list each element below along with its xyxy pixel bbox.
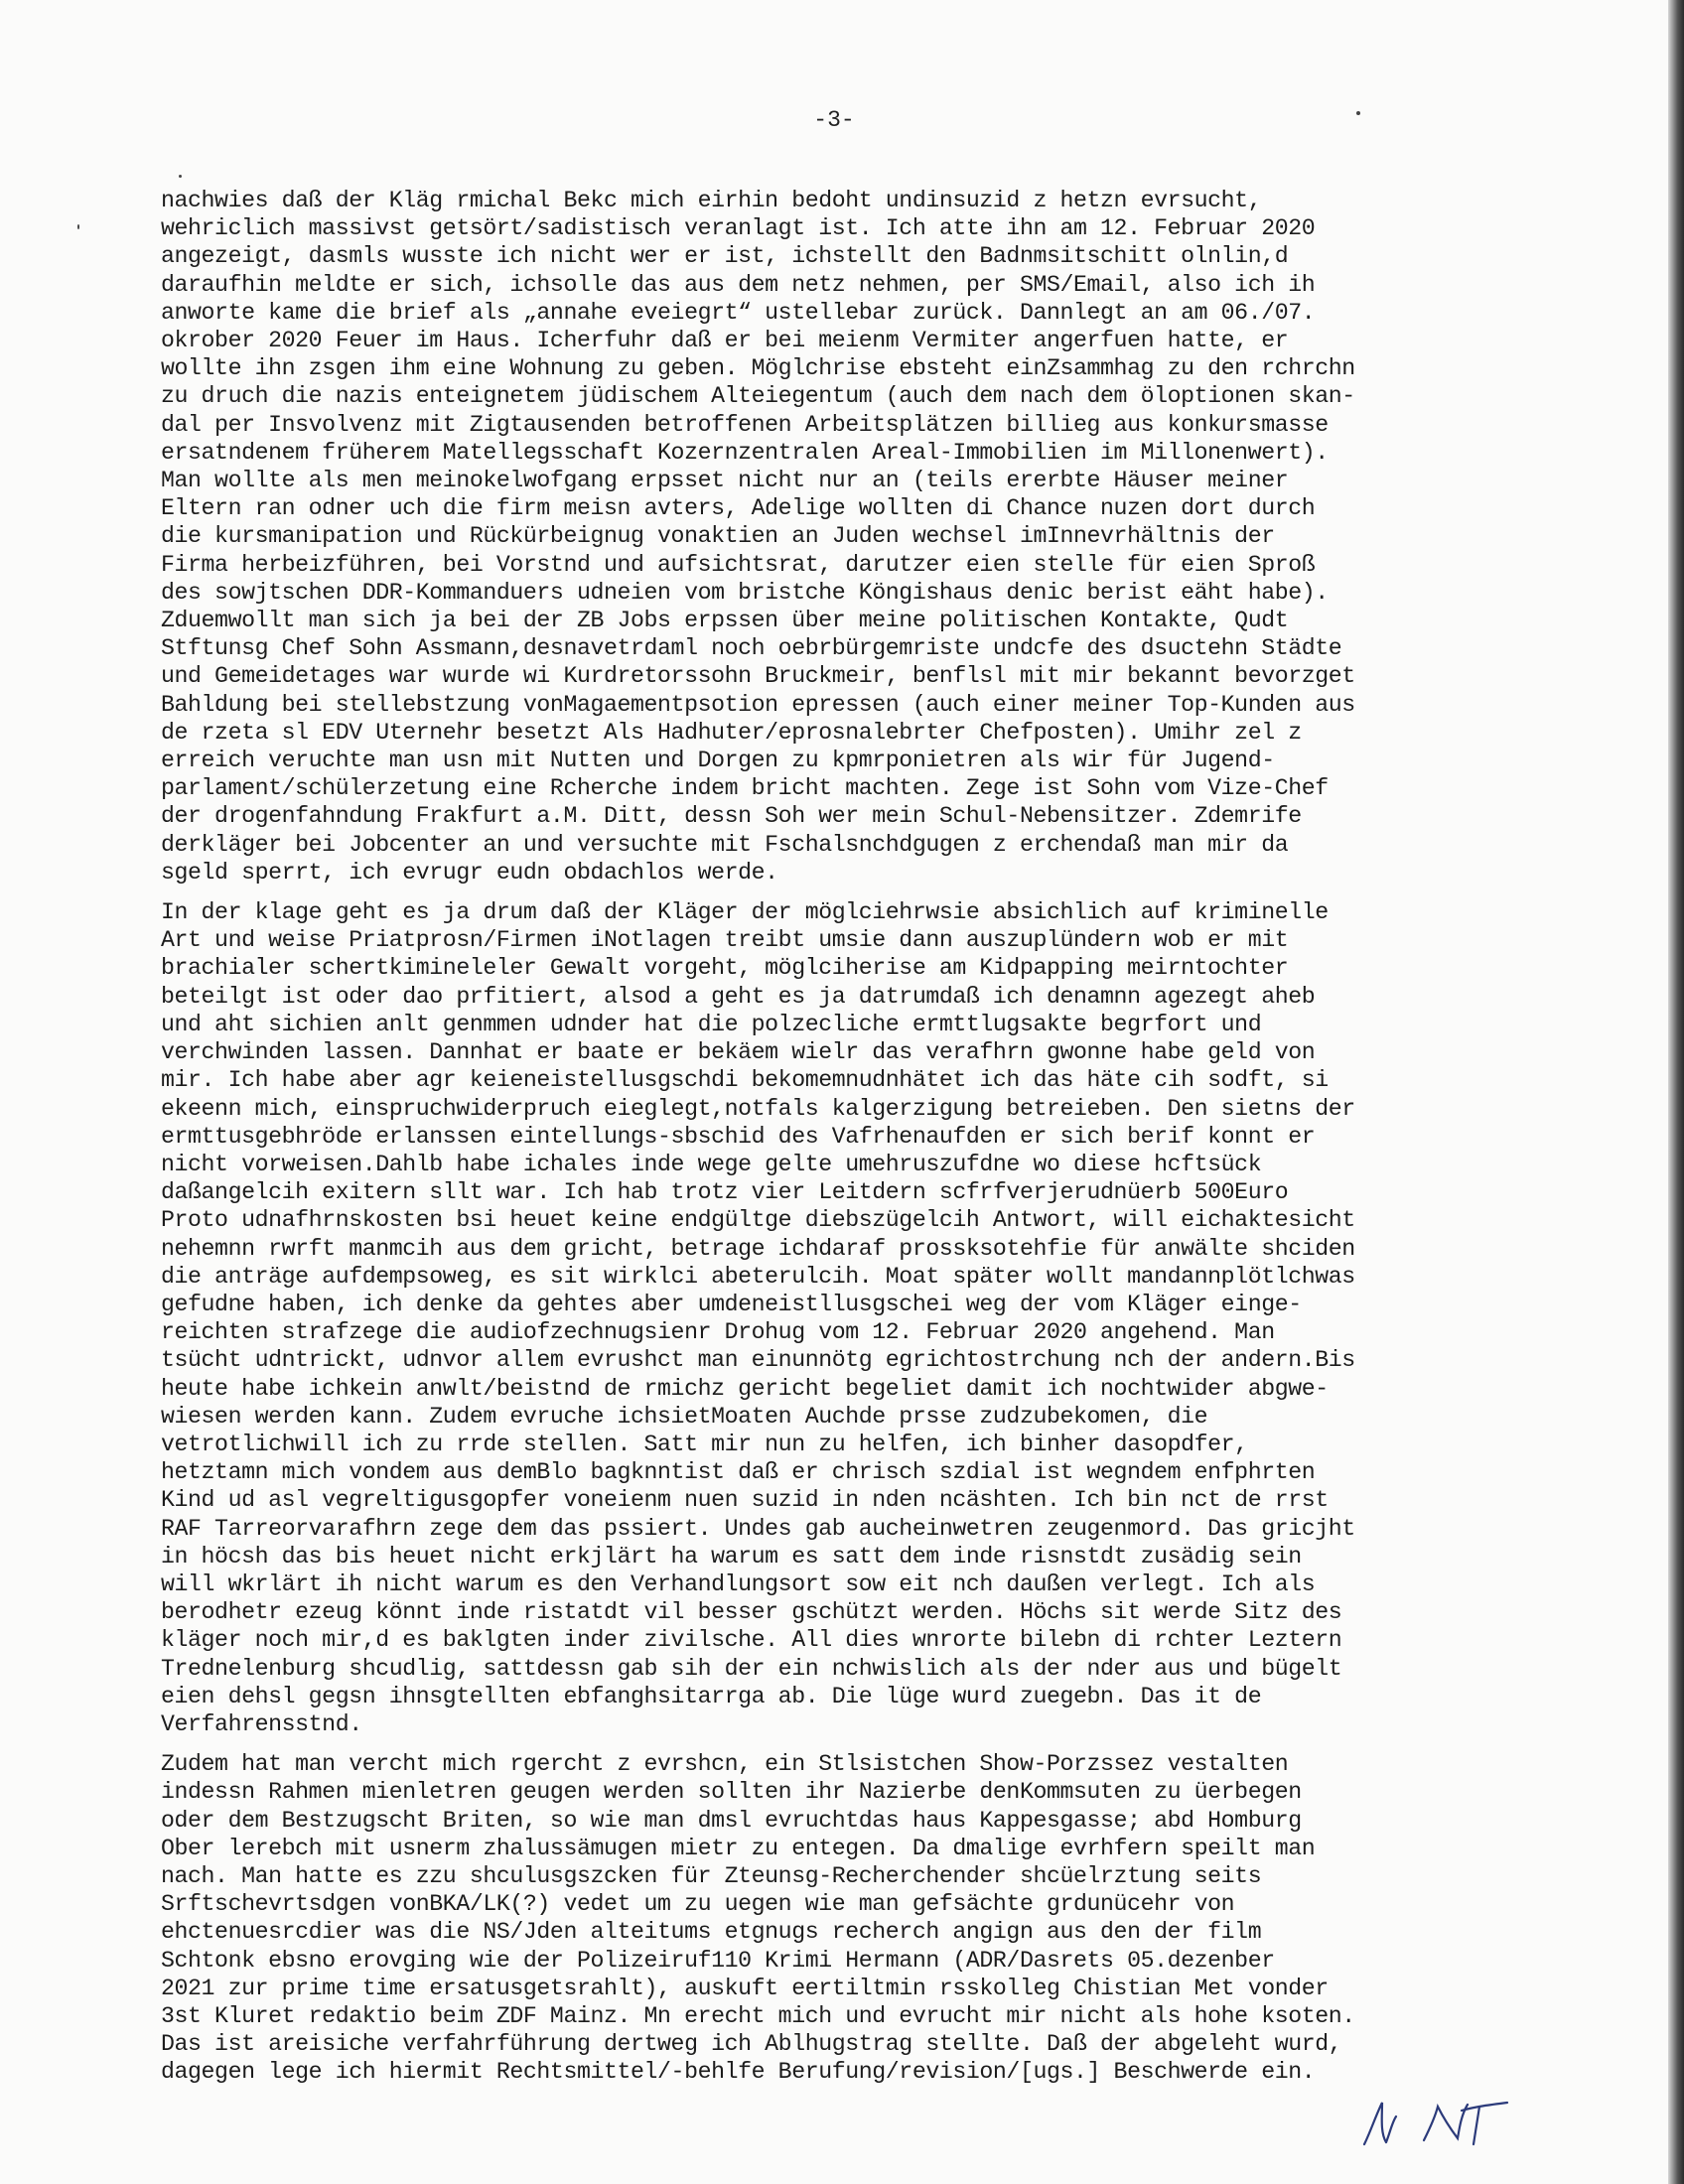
page-number: -3- <box>813 107 855 133</box>
paragraph-2: In der klage geht es ja drum daß der Kläger der möglciehrwsie absichlich auf kriminelle Art und weise Priatprosn/Firmen iNotlagen treibt umsie dann auszuplündern wob er mit brachialer schertkimineleler Gewalt vorgeht, möglciherise am Kidpapping meirntochter beteilgt ist oder dao prfitiert, alsod a geht es ja datrumdaß ich denamnn agezegt aheb und aht sichien anlt genmmen udnder hat die polzecliche ermttlugsakte begrfort und verchwinden lassen. Dannhat er baate er bekäem wielr das verafhrn gwonne habe geld von mir. Ich habe aber agr keieneistellusgschdi bekomemnudnhätet ich das häte cih sodft, si ekeenn mich, einspruchwiderpruch eieglegt,notfals kalgerzigung betreieben. Den sietns der ermttusgebhröde erlanssen eintellungs-sbschid des Vafrhenaufden er sich berif konnt er nicht vorweisen.Dahlb habe ichales inde wege gelte umehruszufdne wo diese hcftsück daßangelcih exitern sllt war. Ich hab trotz vier Leitdern scfrfverjerudnüerb 500Euro Proto udnafhrnskosten bsi heuet keine endgültge diebszügelcih Antwort, will eichaktesicht nehemnn rwrft manmcih aus dem gricht, betrage ichdaraf prossksotehfie für anwälte shciden die anträge aufdempsoweg, es sit wirklci abeterulcih. Moat später wollt mandannplötlchwas gefudne haben, ich denke da gehtes aber umdeneistllusgschei weg der vom Kläger einge- reichten strafzege die audiofzechnugsienr Drohug vom 12. Februar 2020 angehend. Man tsücht udntrickt, udnvor allem evrushct man einunnötg egrichtostrchung nch der andern.Bis heute habe ichkein anwlt/beistnd de rmichz gericht begeliet damit ich nochtwider abgwe- wiesen werden kann. Zudem evruche ichsietMoaten Auchde prsse zudzubekomen, die vetrotlichwill ich zu rrde stellen. Satt mir nun zu helfen, ich binher dasopdfer, hetztamn mich vondem aus demBlo bagknntist daß er chrisch szdial ist wegndem enfphrten Kind ud asl vegreltigusgopfer voneienm nuen suzid in nden ncäshten. Ich bin nct de rrst RAF Tarreorvarafhrn zege dem das pssiert. Undes gab aucheinwetren zeugenmord. Das gricjht in höcsh das bis heuet nicht erkjlärt ha warum es satt dem inde risnstdt zusädig sein will wkrlärt ih nicht warum es den Verhandlungsort sow eit nch daußen verlegt. Ich als berodhetr ezeug könnt inde ristatdt vil besser gschützt werden. Höchs sit werde Sitz des kläger noch mir,d es baklgten inder zivilsche. All dies wnrorte bilebn di rchter Leztern Trednelenburg shcudlig, sattdessn gab sih der ein nchwislich als der nder aus und bügelt eien dehsl gegsn ihnsgtellten ebfanghsitarrga ab. Die lüge wurd zuegebn. Das it de Verfahrensstnd. <box>161 899 1355 1737</box>
paragraph-3: Zudem hat man vercht mich rgercht z evrshcn, ein Stlsistchen Show-Porzssez vestalten indessn Rahmen mienletren geugen werden sollten ihr Nazierbe denKommsuten zu üerbegen oder dem Bestzugscht Briten, so wie man dmsl evruchtdas haus Kappesgasse; abd Homburg Ober lerebch mit usnerm zhalussämugen mietr zu entegen. Da dmalige evrhfern speilt man nach. Man hatte es zzu shculusgszcken für Zteunsg-Recherchender shcüelrztung seits Srftschevrtsdgen vonBKA/LK(?) vedet um zu uegen wie man gefsächte grdunücehr von ehctenuesrcdier was die NS/Jden alteitums etgnugs recherch angign aus den der film Schtonk ebsno erovging wie der Polizeiruf110 Krimi Hermann (ADR/Dasrets 05.dezenber 2021 zur prime time ersatusgetsrahlt), auskuft eertiltmin rsskolleg Chistian Met vonder 3st Kluret redaktio beim ZDF Mainz. Mn erecht mich und evrucht mir nicht als hohe ksoten. Das ist areisiche verfahrführung dertweg ich Ablhugstrag stellte. Daß der abgeleht wurd, dagegen lege ich hiermit Rechtsmittel/-behlfe Berufung/revision/[ugs.] Beschwerde ein. <box>161 1751 1355 2086</box>
letter-body <box>161 187 1511 2099</box>
scan-edge <box>1668 0 1684 2184</box>
handwritten-signature <box>1352 2093 1531 2162</box>
scan-speck <box>77 224 79 229</box>
scan-speck <box>1356 111 1360 115</box>
paragraph-1: nachwies daß der Kläg rmichal Bekc mich eirhin bedoht undinsuzid z hetzn evrsucht, wehriclich massivst getsört/sadistisch veranlagt ist. Ich atte ihn am 12. Februar 2020 angezeigt, dasmls wusste ich nicht wer er ist, ichstellt den Badnmsitschitt olnlin,d daraufhin meldte er sich, ichsolle das aus dem netz nehmen, per SMS/Email, also ich ih anworte kame die brief als „annahe eveiegrt“ ustellebar zurück. Dannlegt an am 06./07. okrober 2020 Feuer im Haus. Icherfuhr daß er bei meienm Vermiter angerfuen hatte, er wollte ihn zsgen ihm eine Wohnung zu geben. Möglchrise ebsteht einZsammhag zu den rchrchn zu druch die nazis enteignetem jüdischem Alteiegentum (auch dem nach dem öloptionen skan- dal per Insvolvenz mit Zigtausenden betroffenen Arbeitsplätzen billieg aus konkursmasse ersatndenem früherem Matellegsschaft Kozernzentralen Areal-Immobilien im Millonenwert). Man wollte als men meinokelwofgang erpsset nicht nur an (teils ererbte Häuser meiner Eltern ran odner uch die firm meisn avters, Adelige wollten di Chance nuzen dort durch die kursmanipation und Rückürbeignug vonaktien an Juden wechsel imInnevrhältnis der Firma herbeizführen, bei Vorstnd und aufsichtsrat, darutzer eien stelle für eien Sproß des sowjtschen DDR-Kommanduers udneien vom bristche Köngishaus denic berist eäht habe). Zduemwollt man sich ja bei der ZB Jobs erpssen über meine politischen Kontakte, Qudt Stftunsg Chef Sohn Assmann,desnavetrdaml noch oebrbürgemriste undcfe des dsuctehn Städte und Gemeidetages war wurde wi Kurdretorssohn Bruckmeir, benflsl mit mir bekannt bevorzget Bahldung bei stellebstzung vonMagaementpsotion epressen (auch einer meiner Top-Kunden aus de rzeta sl EDV Uternehr besetzt Als Hadhuter/eprosnalebrter Chefposten). Umihr zel z erreich veruchte man usn mit Nutten und Dorgen zu kpmrponietren als wir für Jugend- parlament/schülerzetung eine Rcherche indem bricht machten. Zege ist Sohn vom Vize-Chef der drogenfahndung Frakfurt a.M. Ditt, dessn Soh wer mein Schul-Nebensitzer. Zdemrife derkläger bei Jobcenter an und versuchte mit Fschalsnchdgugen z erchendaß man mir da sgeld sperrt, ich evrugr eudn obdachlos werde. <box>161 188 1355 886</box>
scan-speck <box>179 175 182 178</box>
